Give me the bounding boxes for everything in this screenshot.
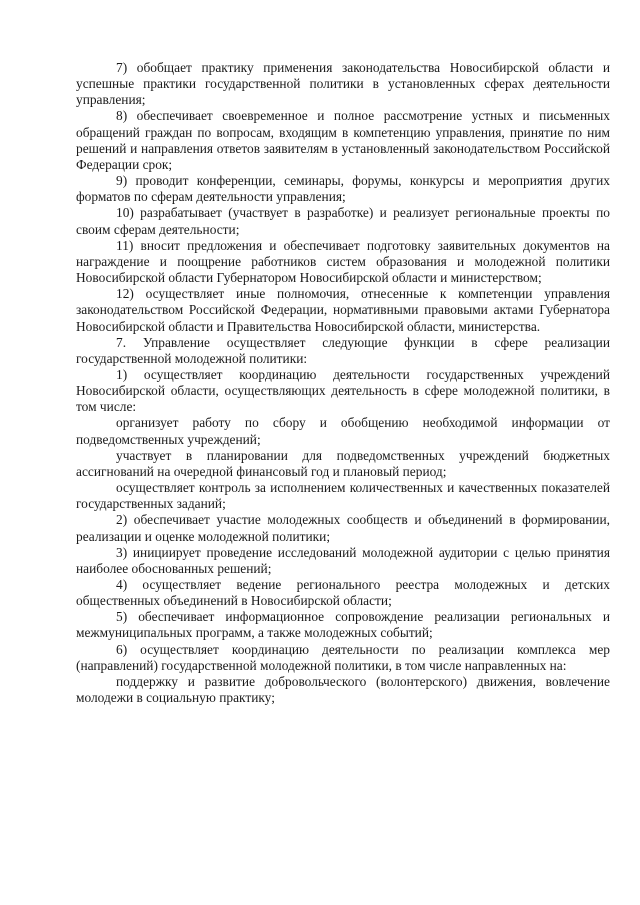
function-item-4: 4) осуществляет ведение регионального реестра молодежных и детских общественных объединений в Новосибирской области; (76, 577, 610, 609)
sub-item-control: осуществляет контроль за исполнением количественных и качественных показателей государственных заданий; (76, 480, 610, 512)
function-item-6: 6) осуществляет координацию деятельности по реализации комплекса мер (направлений) государственной молодежной политики, в том числе направленных на: (76, 641, 610, 673)
function-item-2: 2) обеспечивает участие молодежных сообществ и объединений в формировании, реализации и оценке молодежной политики; (76, 512, 610, 544)
sub-item-volunteer: поддержку и развитие добровольческого (волонтерского) движения, вовлечение молодежи в социальную практику; (76, 673, 610, 706)
function-item-5: 5) обеспечивает информационное сопровождение реализации региональных и межмуниципальных программ, а также молодежных событий; (76, 609, 610, 641)
section-7-heading: 7. Управление осуществляет следующие функции в сфере реализации государственной молодежной политики: (76, 334, 610, 366)
paragraph-item-11: 11) вносит предложения и обеспечивает подготовку заявительных документов на награждение и поощрение работников систем образования и молодежной политики Новосибирской области Губернатором Новосибирской области и министерством; (76, 237, 610, 286)
paragraph-item-9: 9) проводит конференции, семинары, форумы, конкурсы и мероприятия других форматов по сферам деятельности управления; (76, 173, 610, 205)
paragraph-item-10: 10) разрабатывает (участвует в разработке) и реализует региональные проекты по своим сферам деятельности; (76, 205, 610, 237)
sub-item-organize: организует работу по сбору и обобщению необходимой информации от подведомственных учреждений; (76, 415, 610, 447)
sub-item-planning: участвует в планировании для подведомственных учреждений бюджетных ассигнований на очередной финансовый год и плановый период; (76, 447, 610, 479)
function-item-3: 3) инициирует проведение исследований молодежной аудитории с целью принятия наиболее обоснованных решений; (76, 544, 610, 576)
function-item-1: 1) осуществляет координацию деятельности государственных учреждений Новосибирской области, осуществляющих деятельность в сфере молодежной политики, в том числе: (76, 366, 610, 415)
paragraph-item-7: 7) обобщает практику применения законодательства Новосибирской области и успешные практики государственной политики в установленных сферах деятельности управления; (76, 60, 610, 108)
paragraph-item-12: 12) осуществляет иные полномочия, отнесенные к компетенции управления законодательством Российской Федерации, нормативными правовыми актами Губернатора Новосибирской области и Правительства Новосибирской области, министерства. (76, 286, 610, 334)
document-body (76, 60, 610, 706)
paragraph-item-8: 8) обеспечивает своевременное и полное рассмотрение устных и письменных обращений граждан по вопросам, входящим в компетенцию управления, принятие по ним решений и направления ответов заявителям в установленный законодательством Российской Федерации срок; (76, 108, 610, 172)
